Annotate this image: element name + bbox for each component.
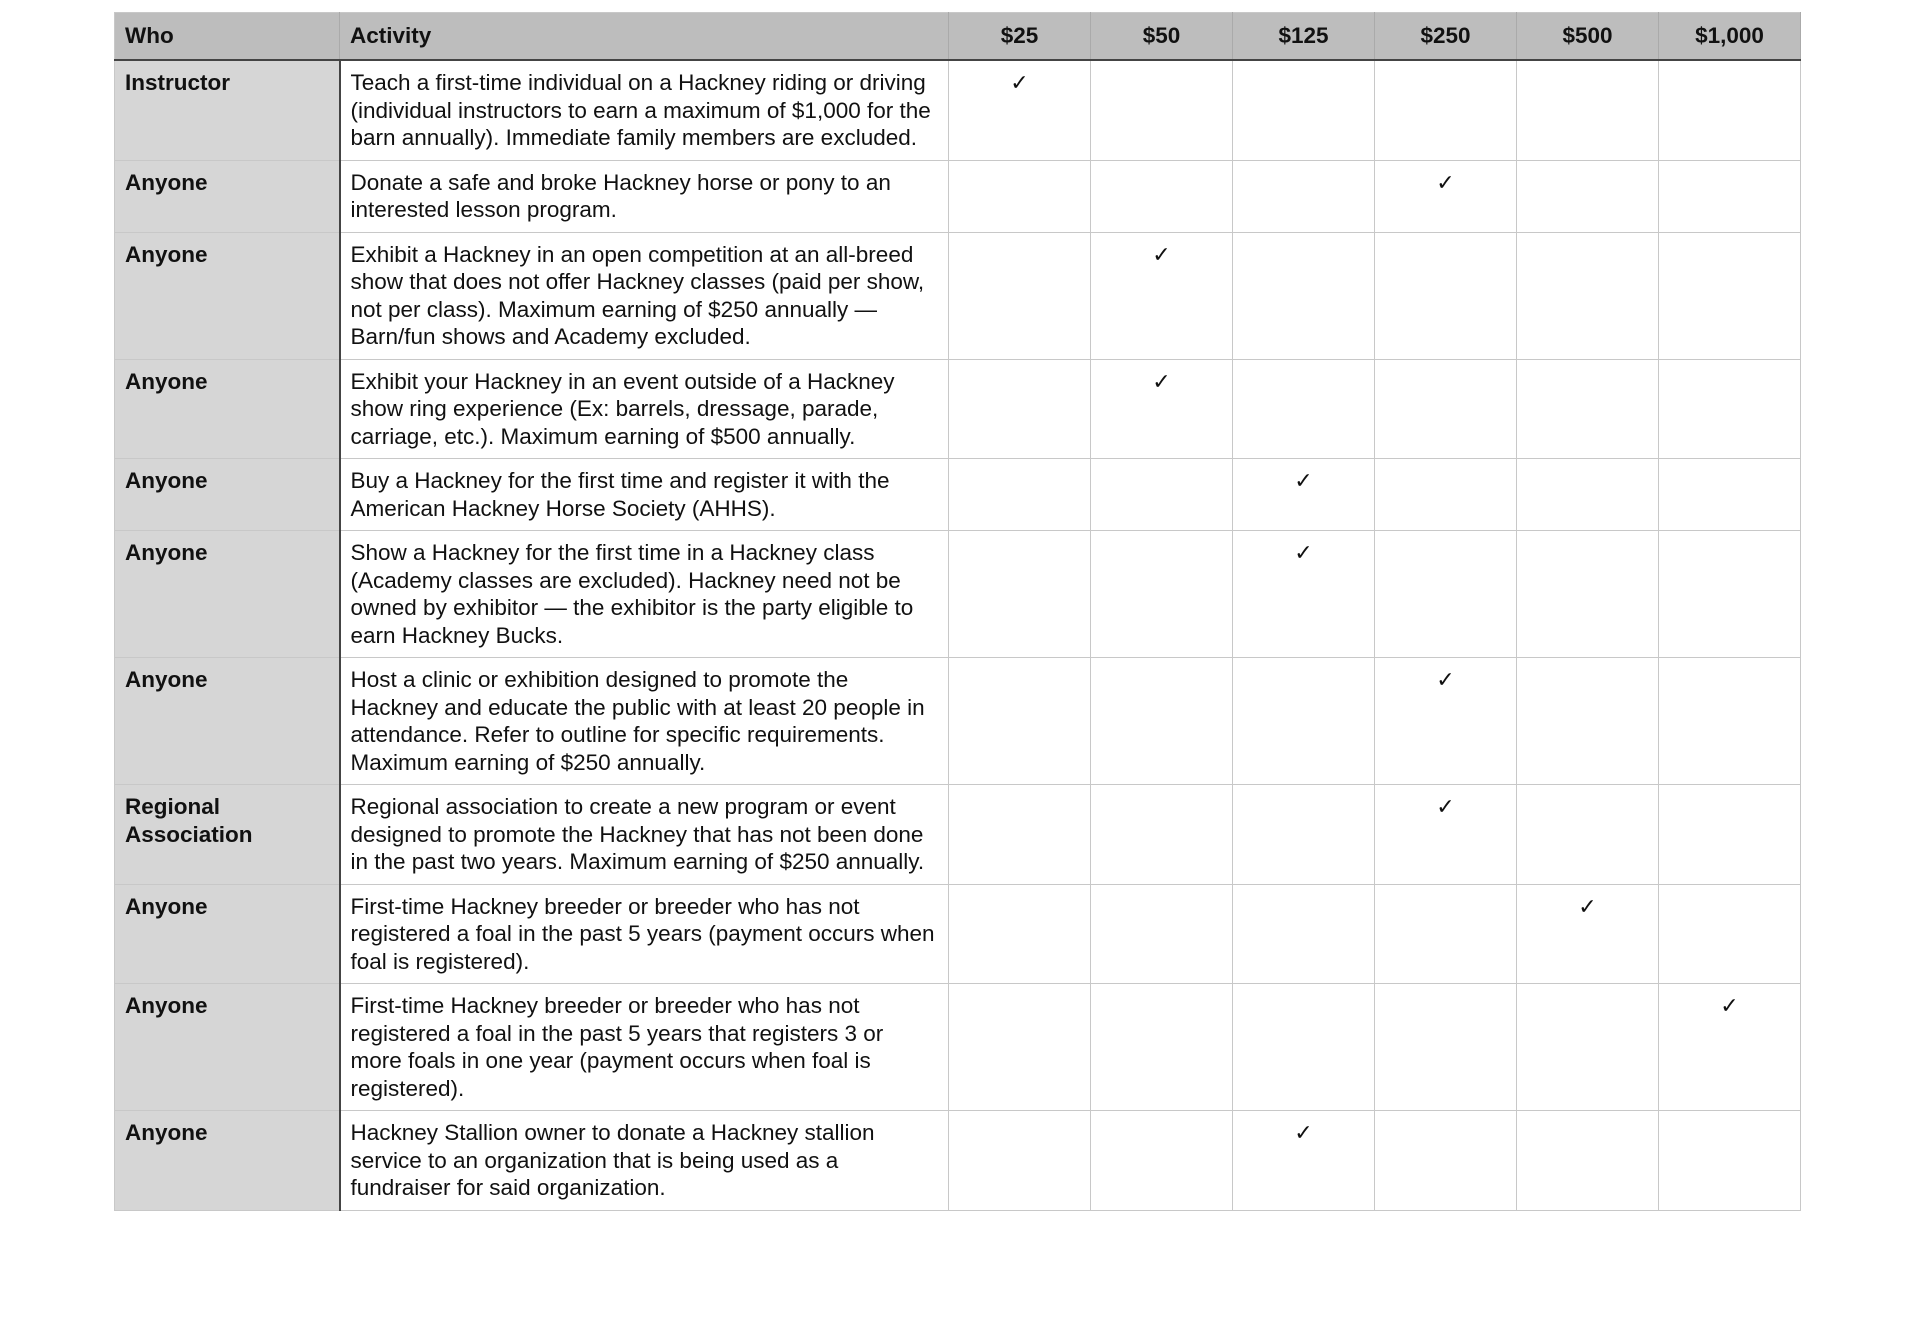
amount-cell	[1375, 60, 1517, 160]
who-cell: Anyone	[115, 984, 340, 1111]
amount-cell	[1517, 531, 1659, 658]
amount-cell	[1659, 359, 1801, 459]
activity-cell: Show a Hackney for the first time in a Hackney class (Academy classes are excluded). Hackney need not be owned by exhibitor — the exhibitor is the party eligible to earn Hackney Bucks.	[340, 531, 949, 658]
who-cell: Anyone	[115, 1111, 340, 1211]
who-cell: Anyone	[115, 884, 340, 984]
amount-cell	[1659, 160, 1801, 232]
header-who: Who	[115, 13, 340, 61]
amount-cell	[1091, 984, 1233, 1111]
amount-cell	[1517, 459, 1659, 531]
amount-cell	[1091, 884, 1233, 984]
amount-cell	[1233, 884, 1375, 984]
activity-cell: First-time Hackney breeder or breeder who has not registered a foal in the past 5 years that registers 3 or more foals in one year (payment occurs when foal is registered).	[340, 984, 949, 1111]
who-cell: Anyone	[115, 359, 340, 459]
amount-cell	[1375, 459, 1517, 531]
amount-cell	[1659, 884, 1801, 984]
amount-cell	[949, 531, 1091, 658]
checkmark-icon: ✓	[1152, 242, 1171, 268]
amount-cell	[1233, 984, 1375, 1111]
amount-cell	[1091, 531, 1233, 658]
activity-cell: Regional association to create a new program or event designed to promote the Hackney that has not been done in the past two years. Maximum earning of $250 annually.	[340, 785, 949, 885]
amount-cell	[1091, 785, 1233, 885]
amount-cell	[949, 60, 1091, 160]
table-row	[115, 884, 1801, 984]
table-row	[115, 1111, 1801, 1211]
amount-cell	[1375, 232, 1517, 359]
amount-cell	[1375, 984, 1517, 1111]
activity-cell: Buy a Hackney for the first time and register it with the American Hackney Horse Society (AHHS).	[340, 459, 949, 531]
table-row	[115, 60, 1801, 160]
who-cell: Regional Association	[115, 785, 340, 885]
who-cell: Anyone	[115, 531, 340, 658]
header-amount: $250	[1375, 13, 1517, 61]
amount-cell	[1091, 60, 1233, 160]
amount-cell	[1091, 1111, 1233, 1211]
amount-cell	[1659, 785, 1801, 885]
amount-cell	[1517, 160, 1659, 232]
activity-cell: Teach a first-time individual on a Hackney riding or driving (individual instructors to earn a maximum of $1,000 for the barn annually). Immediate family members are excluded.	[340, 60, 949, 160]
amount-cell	[1233, 531, 1375, 658]
amount-cell	[1233, 232, 1375, 359]
checkmark-icon: ✓	[1294, 1121, 1313, 1146]
table-row	[115, 785, 1801, 885]
checkmark-icon: ✓	[1720, 994, 1739, 1019]
table-row	[115, 531, 1801, 658]
amount-cell	[1091, 459, 1233, 531]
activity-cell: Donate a safe and broke Hackney horse or pony to an interested lesson program.	[340, 160, 949, 232]
amount-cell	[1517, 1111, 1659, 1211]
table-body	[115, 60, 1801, 1210]
header-amount: $25	[949, 13, 1091, 61]
amount-cell	[1375, 160, 1517, 232]
checkmark-icon: ✓	[1294, 469, 1313, 494]
activity-cell: Exhibit a Hackney in an open competition at an all-breed show that does not offer Hackney classes (paid per show, not per class). Maximum earning of $250 annually — Barn/fun shows and Academy excluded.	[340, 232, 949, 359]
table-row	[115, 160, 1801, 232]
amount-cell	[1659, 658, 1801, 785]
amount-cell	[1659, 459, 1801, 531]
amount-cell	[1233, 785, 1375, 885]
activity-cell: Exhibit your Hackney in an event outside of a Hackney show ring experience (Ex: barrels, dressage, parade, carriage, etc.). Maximum earning of $500 annually.	[340, 359, 949, 459]
amount-cell	[1659, 60, 1801, 160]
amount-cell	[1517, 984, 1659, 1111]
table-row	[115, 459, 1801, 531]
header-row	[115, 13, 1801, 61]
amount-cell	[1659, 531, 1801, 658]
who-cell: Anyone	[115, 232, 340, 359]
amount-cell	[949, 884, 1091, 984]
checkmark-icon: ✓	[1578, 894, 1597, 920]
checkmark-icon: ✓	[1436, 795, 1455, 820]
who-cell: Anyone	[115, 658, 340, 785]
amount-cell	[1517, 60, 1659, 160]
amount-cell	[1659, 1111, 1801, 1211]
amount-cell	[1091, 658, 1233, 785]
amount-cell	[949, 359, 1091, 459]
amount-cell	[1091, 232, 1233, 359]
amount-cell	[1233, 1111, 1375, 1211]
amount-cell	[1233, 359, 1375, 459]
amount-cell	[1091, 359, 1233, 459]
who-cell: Anyone	[115, 160, 340, 232]
header-amount: $125	[1233, 13, 1375, 61]
activity-cell: First-time Hackney breeder or breeder who has not registered a foal in the past 5 years (payment occurs when foal is registered).	[340, 884, 949, 984]
amount-cell	[1375, 531, 1517, 658]
table-row	[115, 658, 1801, 785]
amount-cell	[949, 232, 1091, 359]
checkmark-icon: ✓	[1436, 170, 1455, 196]
amount-cell	[1517, 785, 1659, 885]
amount-cell	[1517, 232, 1659, 359]
table-header	[115, 13, 1801, 61]
header-amount: $50	[1091, 13, 1233, 61]
amount-cell	[1375, 884, 1517, 984]
table-row	[115, 984, 1801, 1111]
header-activity: Activity	[340, 13, 949, 61]
amount-cell	[949, 984, 1091, 1111]
amount-cell	[1659, 232, 1801, 359]
amount-cell	[949, 459, 1091, 531]
amount-cell	[1659, 984, 1801, 1111]
amount-cell	[1233, 459, 1375, 531]
amount-cell	[1375, 658, 1517, 785]
amount-cell	[1517, 359, 1659, 459]
hackney-bucks-table	[114, 12, 1801, 1211]
amount-cell	[1233, 60, 1375, 160]
checkmark-icon: ✓	[1152, 369, 1171, 395]
amount-cell	[1375, 359, 1517, 459]
amount-cell	[1375, 1111, 1517, 1211]
amount-cell	[1517, 884, 1659, 984]
amount-cell	[949, 160, 1091, 232]
amount-cell	[1233, 160, 1375, 232]
amount-cell	[1091, 160, 1233, 232]
checkmark-icon: ✓	[1294, 541, 1313, 566]
who-cell: Instructor	[115, 60, 340, 160]
amount-cell	[1375, 785, 1517, 885]
header-amount: $1,000	[1659, 13, 1801, 61]
table-row	[115, 359, 1801, 459]
checkmark-icon: ✓	[1436, 668, 1455, 693]
amount-cell	[949, 785, 1091, 885]
activity-cell: Hackney Stallion owner to donate a Hackney stallion service to an organization that is being used as a fundraiser for said organization.	[340, 1111, 949, 1211]
who-cell: Anyone	[115, 459, 340, 531]
amount-cell	[1233, 658, 1375, 785]
amount-cell	[949, 1111, 1091, 1211]
checkmark-icon: ✓	[1010, 71, 1029, 96]
header-amount: $500	[1517, 13, 1659, 61]
amount-cell	[949, 658, 1091, 785]
activity-cell: Host a clinic or exhibition designed to promote the Hackney and educate the public with at least 20 people in attendance. Refer to outline for specific requirements. Maximum earning of $250 annually.	[340, 658, 949, 785]
table-row	[115, 232, 1801, 359]
amount-cell	[1517, 658, 1659, 785]
